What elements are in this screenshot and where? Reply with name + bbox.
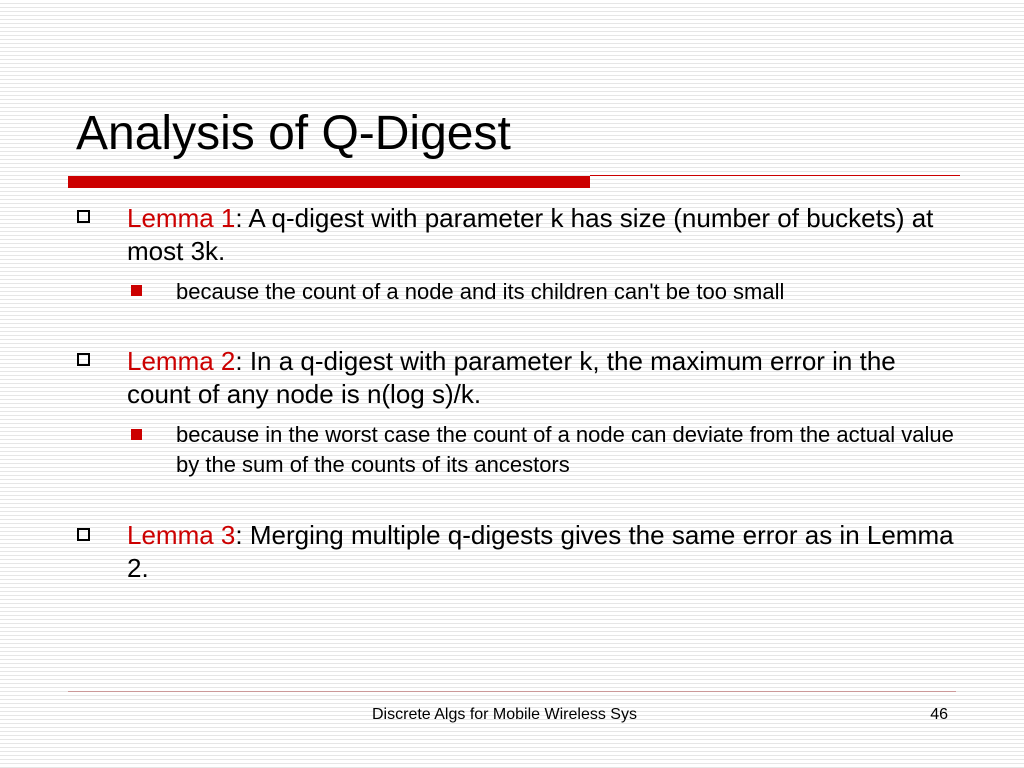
lemma-text: : Merging multiple q-digests gives the same error as in Lemma 2.	[127, 520, 954, 583]
footer-divider	[68, 691, 956, 692]
lemma-label: Lemma 1	[127, 203, 236, 233]
lemma-text: : A q-digest with parameter k has size (number of buckets) at most 3k.	[127, 203, 934, 266]
lemma-label: Lemma 3	[127, 520, 236, 550]
sub-bullet-item: because the count of a node and its children can't be too small	[176, 279, 785, 304]
filled-square-bullet-icon	[131, 429, 142, 440]
lemma-text: : In a q-digest with parameter k, the maximum error in the count of any node is n(log s)/k.	[127, 346, 896, 409]
footer-text: Discrete Algs for Mobile Wireless Sys	[372, 706, 637, 723]
filled-square-bullet-icon	[131, 285, 142, 296]
lemma-label: Lemma 2	[127, 346, 236, 376]
title-underline-rule	[590, 175, 960, 176]
title-underline-bar	[68, 176, 590, 188]
bullet-item-lemma-1	[127, 202, 957, 268]
page-number: 46	[930, 706, 948, 723]
slide-title: Analysis of Q-Digest	[76, 107, 511, 160]
sub-bullet-item: because in the worst case the count of a node can deviate from the actual value by the sum of the counts of its ancestors	[176, 422, 954, 477]
hollow-square-bullet-icon	[77, 210, 90, 223]
hollow-square-bullet-icon	[77, 353, 90, 366]
bullet-item-lemma-2	[127, 345, 957, 411]
hollow-square-bullet-icon	[77, 528, 90, 541]
bullet-item-lemma-3	[127, 519, 957, 585]
